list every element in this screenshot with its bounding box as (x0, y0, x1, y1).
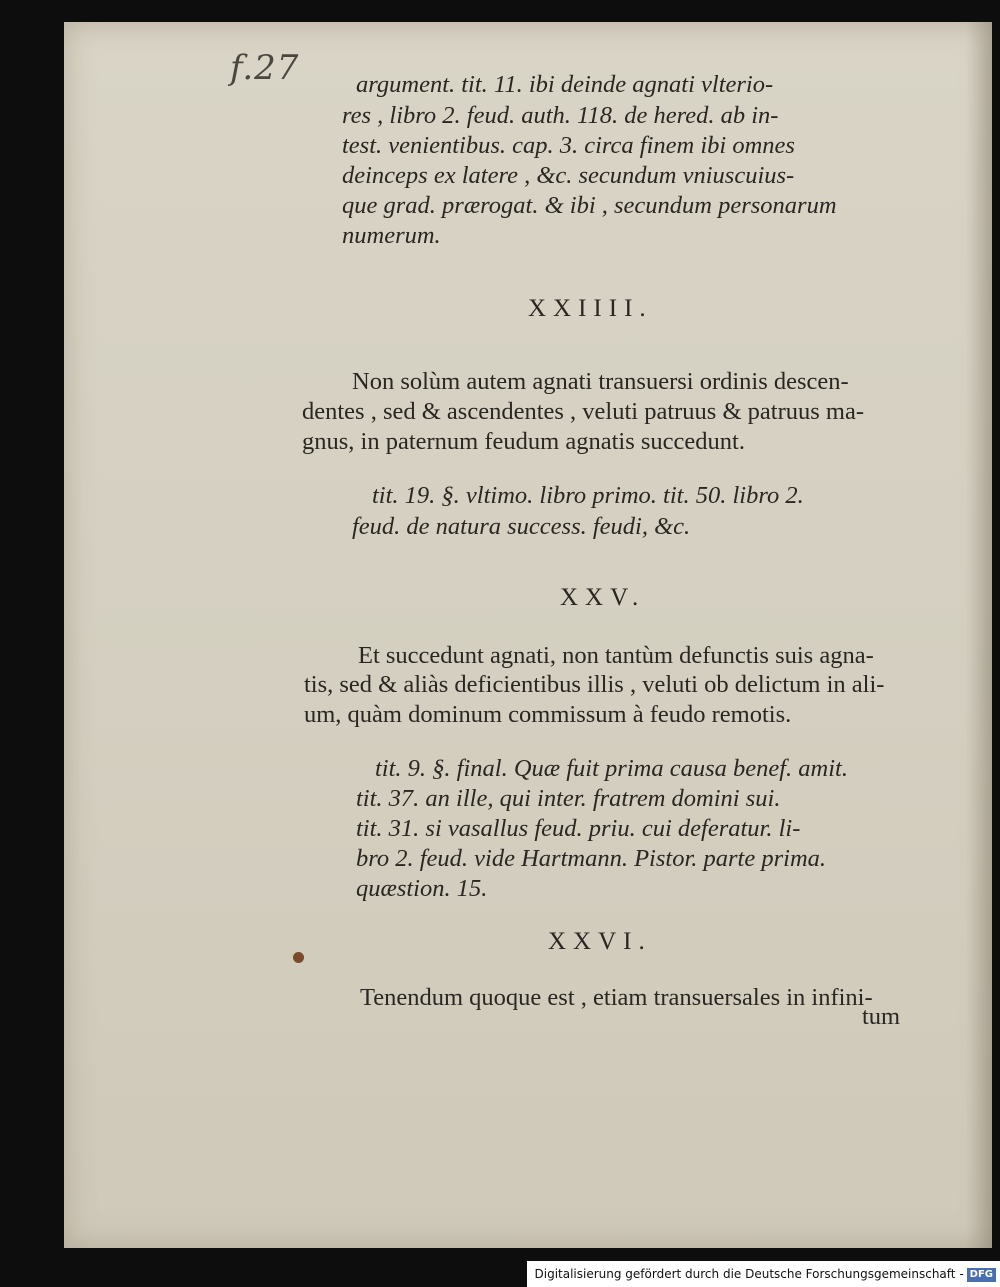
text-line: deinceps ex latere , &c. secundum vniuscuius- (342, 162, 795, 189)
text-line: gnus, in paternum feudum agnatis succedunt. (302, 428, 745, 455)
citation-line: quæstion. 15. (356, 875, 488, 902)
citation-line: tit. 37. an ille, qui inter. fratrem domini sui. (356, 785, 781, 812)
citation-line: tit. 19. §. vltimo. libro primo. tit. 50. libro 2. (372, 482, 804, 509)
catchword: tum (862, 1003, 901, 1030)
text-line: numerum. (342, 222, 441, 249)
footer-credit (527, 1261, 1000, 1287)
text-line: argument. tit. 11. ibi deinde agnati vlterio- (356, 71, 774, 98)
text-line: Non solùm autem agnati transuersi ordinis descen- (352, 368, 849, 395)
section-heading: XXIIII. (528, 295, 653, 322)
text-line: que grad. prærogat. & ibi , secundum personarum (342, 192, 837, 219)
text-line: um, quàm dominum commissum à feudo remotis. (304, 701, 792, 728)
margin-note: f.27 (230, 48, 300, 88)
footer-text: Digitalisierung gefördert durch die Deutsche Forschungsgemeinschaft - (534, 1267, 964, 1281)
text-line: dentes , sed & ascendentes , veluti patruus & patruus ma- (302, 398, 864, 425)
section-heading: XXVI. (548, 928, 652, 955)
citation-line: tit. 9. §. final. Quæ fuit prima causa benef. amit. (375, 755, 848, 782)
text-line: Tenendum quoque est , etiam transuersales in infini- (360, 984, 873, 1011)
citation-line: feud. de natura success. feudi, &c. (352, 513, 691, 540)
text-line: Et succedunt agnati, non tantùm defunctis suis agna- (358, 642, 874, 669)
text-line: res , libro 2. feud. auth. 118. de hered. ab in- (342, 102, 779, 129)
dfg-logo: DFG (967, 1268, 996, 1282)
citation-line: tit. 31. si vasallus feud. priu. cui deferatur. li- (356, 815, 801, 842)
ink-spot (293, 952, 304, 963)
citation-line: bro 2. feud. vide Hartmann. Pistor. parte prima. (356, 845, 827, 872)
section-heading: XXV. (560, 584, 646, 611)
text-line: tis, sed & aliàs deficientibus illis , veluti ob delictum in ali- (304, 671, 885, 698)
text-line: test. venientibus. cap. 3. circa finem ibi omnes (342, 132, 795, 159)
